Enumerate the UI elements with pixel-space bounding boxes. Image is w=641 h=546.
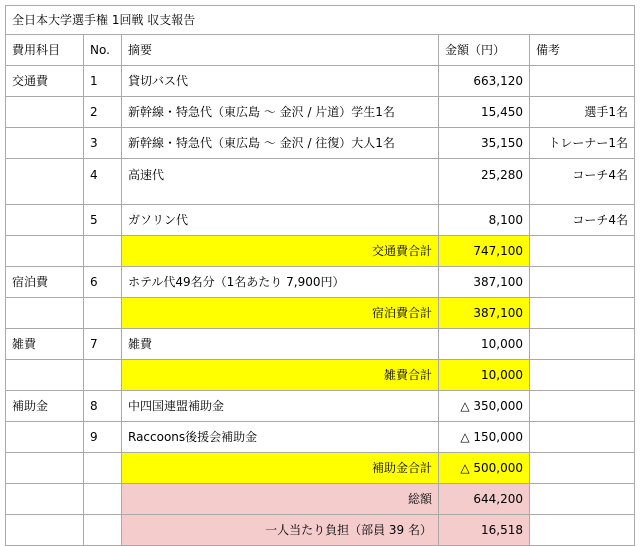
row-amount: 663,120 [439,66,530,97]
row-category: 補助金 [6,391,84,422]
row-amount: 8,100 [439,205,530,236]
row-summary: ガソリン代 [122,205,439,236]
subtotal-row-transport [6,236,635,267]
subtotal-row-misc [6,360,635,391]
row-category: 宿泊費 [6,267,84,298]
table-row [6,97,635,128]
row-note: 選手1名 [530,97,635,128]
header-row [6,35,635,66]
row-summary: 新幹線・特急代（東広島 〜 金沢 / 片道）学生1名 [122,97,439,128]
subtotal-amount: △ 500,000 [439,453,530,484]
row-category [6,422,84,453]
row-note [530,66,635,97]
subtotal-label: 宿泊費合計 [122,298,439,329]
row-summary: 高速代 [122,159,439,205]
row-no: 2 [84,97,122,128]
row-amount: 387,100 [439,267,530,298]
row-amount: 15,450 [439,97,530,128]
grand-total-row [6,484,635,515]
row-category: 雑費 [6,329,84,360]
title-row [6,6,635,35]
row-no: 9 [84,422,122,453]
row-category: 交通費 [6,66,84,97]
subtotal-amount: 10,000 [439,360,530,391]
row-category [6,128,84,159]
per-person-amount: 16,518 [439,515,530,546]
row-note: トレーナー1名 [530,128,635,159]
subtotal-amount: 747,100 [439,236,530,267]
row-no: 7 [84,329,122,360]
row-note [530,422,635,453]
subtotal-label: 補助金合計 [122,453,439,484]
row-amount: △ 150,000 [439,422,530,453]
table-row [6,329,635,360]
table-row [6,422,635,453]
row-note [530,391,635,422]
report-title: 全日本大学選手権 1回戦 収支報告 [6,6,635,35]
row-note [530,329,635,360]
subtotal-row-lodging [6,298,635,329]
report-sheet [5,5,641,546]
row-no: 4 [84,159,122,205]
per-person-label: 一人当たり負担（部員 39 名） [122,515,439,546]
row-amount: 25,280 [439,159,530,205]
grand-total-amount: 644,200 [439,484,530,515]
expense-report-table [5,5,635,546]
table-row [6,66,635,97]
table-row [6,159,635,205]
grand-total-label: 総額 [122,484,439,515]
subtotal-row-subsidy [6,453,635,484]
header-note: 備考 [530,35,635,66]
row-no: 8 [84,391,122,422]
row-summary: 貸切バス代 [122,66,439,97]
subtotal-amount: 387,100 [439,298,530,329]
row-summary: Raccoons後援会補助金 [122,422,439,453]
row-amount: △ 350,000 [439,391,530,422]
row-amount: 10,000 [439,329,530,360]
subtotal-label: 雑費合計 [122,360,439,391]
row-no: 3 [84,128,122,159]
header-no: No. [84,35,122,66]
row-no: 5 [84,205,122,236]
subtotal-label: 交通費合計 [122,236,439,267]
header-amount: 金額（円） [439,35,530,66]
table-row [6,128,635,159]
table-row [6,267,635,298]
row-summary: 中四国連盟補助金 [122,391,439,422]
row-note: コーチ4名 [530,159,635,205]
row-no: 6 [84,267,122,298]
row-category [6,205,84,236]
table-row [6,391,635,422]
row-no: 1 [84,66,122,97]
row-summary: 新幹線・特急代（東広島 〜 金沢 / 往復）大人1名 [122,128,439,159]
row-summary: ホテル代49名分（1名あたり 7,900円） [122,267,439,298]
header-category: 費用科目 [6,35,84,66]
row-category [6,97,84,128]
per-person-row [6,515,635,546]
header-summary: 摘要 [122,35,439,66]
row-summary: 雑費 [122,329,439,360]
row-note: コーチ4名 [530,205,635,236]
row-category [6,159,84,205]
table-row [6,205,635,236]
row-note [530,267,635,298]
row-amount: 35,150 [439,128,530,159]
